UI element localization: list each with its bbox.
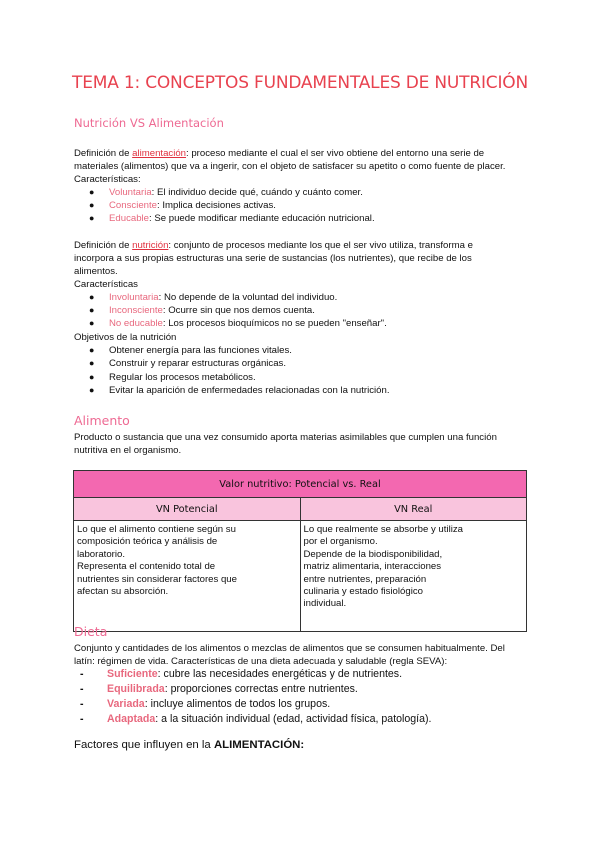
list-item: ● Regular los procesos metabólicos.: [89, 372, 256, 383]
list-item: ● Inconsciente: Ocurre sin que nos demos cuenta.: [89, 305, 315, 316]
alimentacion-definition-line-2: materiales (alimentos) que va a ingerir, con el objeto de satisfacer su apetito o como fuente de placer.: [74, 161, 506, 172]
table-header-vn-real: VN Real: [300, 498, 527, 521]
table-title: Valor nutritivo: Potencial vs. Real: [74, 471, 527, 498]
table-cell-vn-real: Lo que realmente se absorbe y utiliza por el organismo. Depende de la biodisponibilidad, matriz alimentaria, interacciones entre nutrientes, preparación culinaria y estado fisiológico individual.: [300, 521, 527, 632]
nutricion-caracteristicas-label: Características: [74, 279, 138, 290]
section-heading-alimento: Alimento: [74, 413, 130, 428]
dieta-definition-line-2: latín: régimen de vida. Características de una dieta adecuada y saludable (regla SEVA):: [74, 656, 448, 667]
dieta-definition-line-1: Conjunto y cantidades de los alimentos o mezclas de alimentos que se consumen habitualmente. Del: [74, 643, 505, 654]
list-item: ● Educable: Se puede modificar mediante educación nutricional.: [89, 213, 375, 224]
nutricion-definition-line-2: incorpora a sus propias estructuras una serie de sustancias (los nutrientes), que recibe de los: [74, 253, 472, 264]
nutricion-definition: Definición de nutrición: conjunto de procesos mediante los que el ser vivo utiliza, transforma e: [74, 240, 473, 251]
list-item: ● Consciente: Implica decisiones activas.: [89, 200, 276, 211]
list-item: ● Construir y reparar estructuras orgánicas.: [89, 358, 287, 369]
factors-heading: Factores que influyen en la ALIMENTACIÓN:: [74, 739, 305, 751]
objetivos-label: Objetivos de la nutrición: [74, 332, 177, 343]
list-item: ● Involuntaria: No depende de la voluntad del individuo.: [89, 292, 338, 303]
valor-nutritivo-table: [73, 470, 527, 632]
alimentacion-caracteristicas-label: Características:: [74, 174, 141, 185]
nutricion-term: nutrición: [132, 240, 169, 251]
alimento-definition-line-2: nutritiva en el organismo.: [74, 445, 182, 456]
list-item: - Suficiente: cubre las necesidades energéticas y de nutrientes.: [80, 668, 403, 680]
section-heading-nutricion-vs-alimentacion: Nutrición VS Alimentación: [74, 116, 224, 130]
alimento-definition-line-1: Producto o sustancia que una vez consumido aporta materias asimilables que cumplen una función: [74, 432, 497, 443]
list-item: ● Obtener energía para las funciones vitales.: [89, 345, 292, 356]
list-item: - Equilibrada: proporciones correctas entre nutrientes.: [80, 683, 358, 695]
page-title: TEMA 1: CONCEPTOS FUNDAMENTALES DE NUTRICIÓN: [72, 73, 528, 93]
alimentacion-term: alimentación: [132, 148, 187, 159]
list-item: ● No educable: Los procesos bioquímicos no se pueden "enseñar".: [89, 318, 387, 329]
nutricion-definition-line-3: alimentos.: [74, 266, 118, 277]
list-item: - Variada: incluye alimentos de todos los grupos.: [80, 698, 331, 710]
section-heading-dieta: Dieta: [74, 624, 108, 639]
table-header-vn-potencial: VN Potencial: [74, 498, 301, 521]
list-item: ● Evitar la aparición de enfermedades relacionadas con la nutrición.: [89, 385, 390, 396]
list-item: ● Voluntaria: El individuo decide qué, cuándo y cuánto comer.: [89, 187, 363, 198]
list-item: - Adaptada: a la situación individual (edad, actividad física, patología).: [80, 713, 432, 725]
table-cell-vn-potencial: Lo que el alimento contiene según su composición teórica y análisis de laboratorio. Representa el contenido total de nutrientes sin considerar factores que afectan su absorción.: [74, 521, 301, 632]
alimentacion-definition: Definición de alimentación: proceso mediante el cual el ser vivo obtiene del entorno una serie de: [74, 148, 485, 159]
